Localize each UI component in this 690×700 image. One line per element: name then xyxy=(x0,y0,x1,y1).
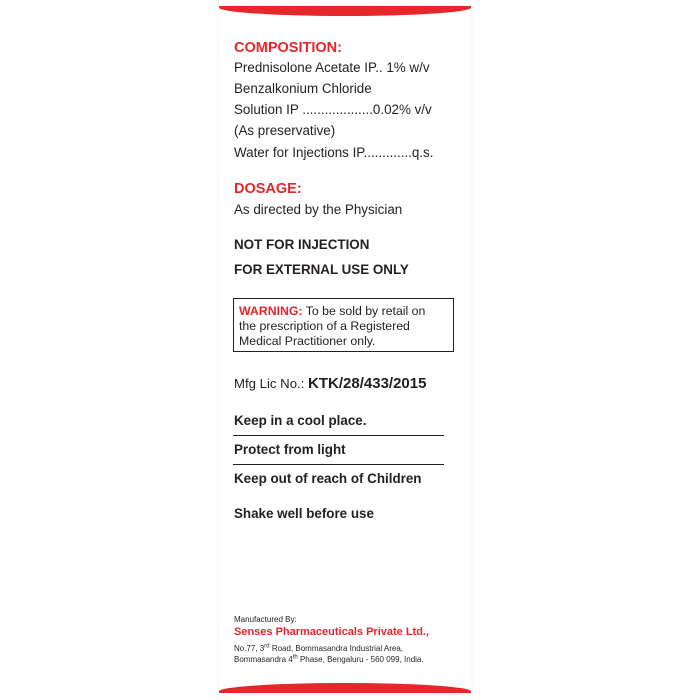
bottom-red-band xyxy=(219,683,471,693)
external-use-notice: FOR EXTERNAL USE ONLY xyxy=(234,262,409,277)
mfg-license xyxy=(234,376,426,392)
address-text: Phase, Bengaluru - 560 099, India. xyxy=(297,655,424,664)
address-ordinal: rd xyxy=(264,643,270,650)
warning-label: WARNING: xyxy=(239,304,303,318)
not-for-injection-notice: NOT FOR INJECTION xyxy=(234,237,370,252)
composition-line: Benzalkonium Chloride xyxy=(234,81,372,96)
storage-instruction: Shake well before use xyxy=(234,506,374,521)
manufacturer-address-2 xyxy=(234,656,424,664)
address-text: Bommasandra 4 xyxy=(234,655,293,664)
address-ordinal: th xyxy=(292,654,298,661)
composition-line: Prednisolone Acetate IP.. 1% w/v xyxy=(234,60,430,75)
composition-line: (As preservative) xyxy=(234,123,336,138)
mfg-license-number: KTK/28/433/2015 xyxy=(308,375,427,392)
manufacturer-name: Senses Pharmaceuticals Private Ltd., xyxy=(234,626,430,638)
warning-line-2: the prescription of a Registered xyxy=(239,319,410,333)
mfg-license-label: Mfg Lic No.: xyxy=(234,376,309,391)
storage-instruction: Keep out of reach of Children xyxy=(234,471,422,486)
dosage-heading: DOSAGE: xyxy=(234,181,302,197)
divider xyxy=(233,464,444,465)
warning-text: To be sold by retail on xyxy=(302,304,426,318)
storage-instruction: Keep in a cool place. xyxy=(234,413,367,428)
composition-line: Solution IP ...................0.02% v/v xyxy=(234,102,432,117)
composition-line: Water for Injections IP.............q.s. xyxy=(234,145,434,160)
manufacturer-address-1 xyxy=(234,645,403,653)
warning-line-3: Medical Practitioner only. xyxy=(239,334,376,348)
address-text: Road, Bommasandra Industrial Area, xyxy=(269,644,403,653)
divider xyxy=(233,435,444,436)
storage-instruction: Protect from light xyxy=(234,442,346,457)
composition-heading: COMPOSITION: xyxy=(234,40,342,56)
address-text: No.77, 3 xyxy=(234,644,265,653)
warning-line-1 xyxy=(239,305,425,317)
dosage-text: As directed by the Physician xyxy=(234,202,403,217)
manufactured-by-label: Manufactured By: xyxy=(234,615,297,624)
